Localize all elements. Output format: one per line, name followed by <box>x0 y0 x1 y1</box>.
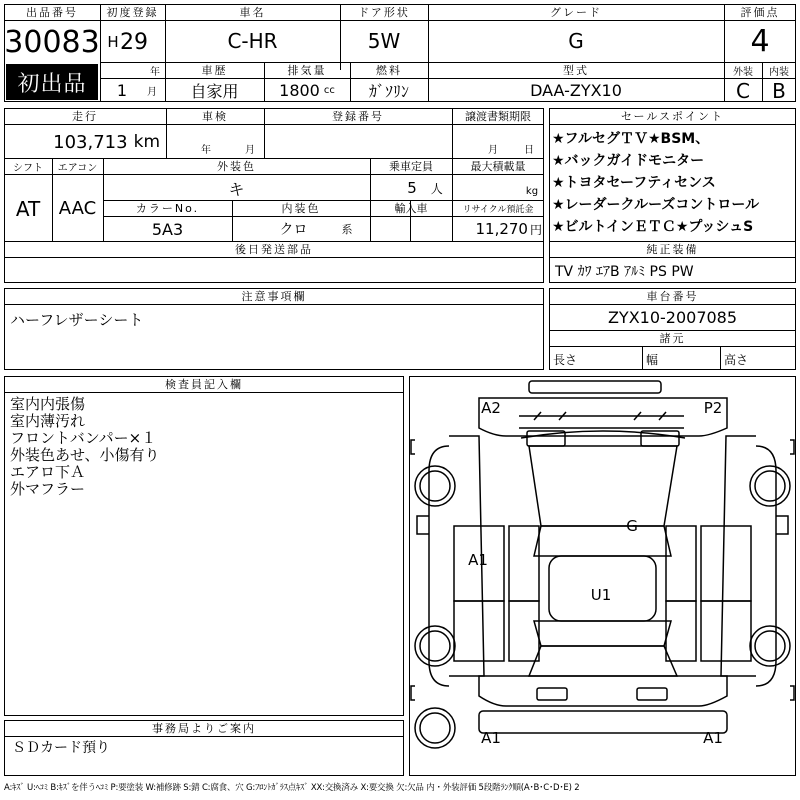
int-color-label: 内装色 <box>281 202 321 215</box>
load-label: 最大積載量 <box>470 160 526 173</box>
notes-label: 注意事項欄 <box>241 290 307 303</box>
disp-unit: cc <box>323 85 335 96</box>
inspector-label: 検査員記入欄 <box>165 378 243 391</box>
doc-day-unit: 日 <box>524 144 534 156</box>
damage-mark-a1-side: A1 <box>468 551 488 569</box>
shift-label: シフト <box>13 162 43 174</box>
doc-deadline-label: 譲渡書類期限 <box>465 110 531 123</box>
sales-point: ★バックガイドモニター <box>552 153 705 169</box>
grade-label: グレード <box>550 6 602 19</box>
recycle-unit: 円 <box>529 222 542 237</box>
equipment: TV ｶﾜ ｴｱB ｱﾙﾐ PS PW <box>555 263 694 280</box>
damage-mark-a1-rear-left: A1 <box>481 729 501 747</box>
damage-mark-g: G <box>626 517 638 535</box>
first-reg-label: 初度登録 <box>106 6 159 19</box>
displacement <box>264 79 350 102</box>
import-label: 輸入車 <box>394 202 428 215</box>
grade: G <box>568 29 584 53</box>
width-label: 幅 <box>646 352 659 367</box>
notes-value: ハーフレザーシート <box>10 310 144 329</box>
inspect-month-unit: 月 <box>245 144 255 156</box>
car-name: C-HR <box>227 29 278 53</box>
ext-score-label: 外装 <box>733 66 753 78</box>
damage-mark-a2: A2 <box>481 399 501 417</box>
mileage-label: 走行 <box>72 110 98 123</box>
inspector-line: 室内薄汚れ <box>10 412 86 430</box>
inspector-line: エアロ下Ａ <box>10 463 86 481</box>
inspector-line: フロントバンパー×１ <box>10 429 157 447</box>
inspector-line: 外装色あせ、小傷有り <box>10 446 160 464</box>
load-unit: kg <box>525 185 539 197</box>
dims-label: 諸元 <box>659 332 686 345</box>
car-name-label: 車名 <box>239 6 266 19</box>
damage-mark-a1-rear-right: A1 <box>703 729 723 747</box>
sales-point: ★フルセグＴＶ★BSM、 <box>552 131 710 147</box>
damage-mark-p2: P2 <box>703 399 723 417</box>
shift: AT <box>15 196 41 221</box>
seats-value: 5 <box>407 179 417 197</box>
door-label: ドア形状 <box>358 6 410 19</box>
door-type: 5W <box>367 29 401 53</box>
recycle-value: 11,270 <box>475 220 528 238</box>
era-letter: H <box>107 33 119 51</box>
overall-score: 4 <box>750 23 770 59</box>
color-no-label: カラーNo. <box>135 202 200 215</box>
seats-unit: 人 <box>430 181 443 196</box>
reg-year: 29 <box>120 29 148 55</box>
score-label: 評価点 <box>740 6 780 19</box>
sales-point: ★ビルトインＥＴＣ★プッシュS <box>552 219 754 235</box>
legend-footer: A:ｷｽﾞ U:ﾍｺﾐ B:ｷｽﾞを伴うﾍｺﾐ P:要塗装 W:補修跡 S:錆 C:腐食、穴 G:ﾌﾛﾝﾄｶﾞﾗｽ点ｷｽﾞ XX:交換済み X:要交換 欠:欠品 内・外装評価 5段階ﾗﾝｸ順(A･B･C･D･E) 2 <box>4 783 580 793</box>
fuel-label: 燃料 <box>376 64 402 77</box>
later-parts-label: 後日発送部品 <box>235 243 313 256</box>
office-value: ＳＤカード預り <box>12 740 110 756</box>
inspector-line: 外マフラー <box>10 480 86 498</box>
chassis-label: 車台番号 <box>646 290 699 303</box>
seats <box>370 176 452 200</box>
year-unit: 年 <box>150 66 160 78</box>
air-conditioner: AAC <box>58 198 97 219</box>
model-code: DAA-ZYX10 <box>530 81 622 100</box>
car-diagram <box>409 376 796 776</box>
int-score-label: 内装 <box>769 66 789 78</box>
seats-label: 乗車定員 <box>389 160 433 173</box>
chassis-number: ZYX10-2007085 <box>607 308 738 327</box>
inspection-label: 車検 <box>202 110 228 123</box>
sales-points-list <box>552 128 795 238</box>
model-label: 型式 <box>563 64 589 77</box>
inspector-notes <box>10 396 400 498</box>
mileage <box>4 126 166 158</box>
doc-month-unit: 月 <box>488 144 498 156</box>
sales-point: ★トヨタセーフティセンス <box>552 175 716 191</box>
disp-value: 1800 <box>279 81 320 100</box>
ext-score: C <box>736 78 750 103</box>
equipment-label: 純正装備 <box>646 243 699 256</box>
inspector-line: 室内内張傷 <box>10 395 86 413</box>
int-color-unit: 系 <box>341 223 353 236</box>
plate-label: 登録番号 <box>332 110 384 123</box>
inspect-year-unit: 年 <box>201 144 211 156</box>
damage-mark-u1: U1 <box>590 586 612 604</box>
int-color-value: クロ <box>279 222 308 238</box>
color-no: 5A3 <box>151 219 184 239</box>
fuel: ｶﾞｿﾘﾝ <box>368 82 409 101</box>
int-score: B <box>772 78 786 103</box>
ac-label: エアコン <box>57 162 98 174</box>
month-unit: 月 <box>147 86 157 98</box>
ext-color-label: 外装色 <box>217 160 256 173</box>
recycle-fee <box>452 217 544 241</box>
int-color <box>232 217 370 241</box>
lot-number: 30083 <box>4 24 100 60</box>
lot-label: 出品番号 <box>26 6 78 19</box>
disp-label: 排気量 <box>287 64 327 77</box>
recycle-label: リサイクル預託金 <box>462 204 534 215</box>
sales-label: セールスポイント <box>620 110 724 123</box>
height-label: 高さ <box>724 352 749 367</box>
reg-month: 1 <box>116 80 128 100</box>
first-listing-badge: 初出品 <box>6 64 98 100</box>
history-label: 車歴 <box>201 64 228 77</box>
history: 自家用 <box>190 82 239 101</box>
mileage-unit: km <box>133 132 160 152</box>
sales-point: ★レーダークルーズコントロール <box>552 197 760 213</box>
mileage-value: 103,713 <box>53 131 128 153</box>
length-label: 長さ <box>553 352 578 367</box>
office-label: 事務局よりご案内 <box>152 722 256 735</box>
ext-color: キ <box>228 179 245 199</box>
